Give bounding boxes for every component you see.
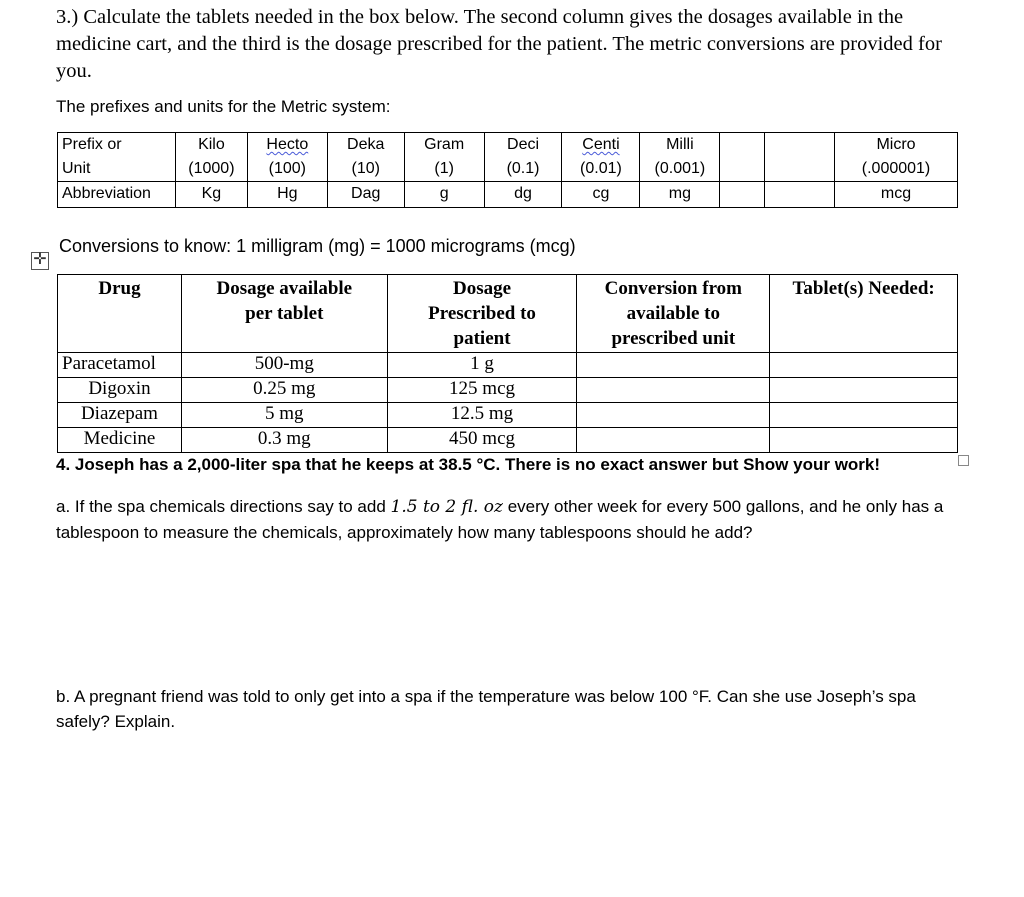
- dosage-prescribed-cell: 450 mcg: [387, 428, 577, 453]
- metric-cell-deci: Deci (0.1): [484, 133, 562, 182]
- dosage-prescribed-cell: 125 mcg: [387, 378, 577, 403]
- metric-abbr-milli: mg: [640, 182, 720, 208]
- metric-abbr-hecto: Hg: [247, 182, 327, 208]
- drug-table-header-row: [58, 275, 958, 353]
- metric-abbr-blank-2: [765, 182, 835, 208]
- prefix-heading: The prefixes and units for the Metric system:: [56, 97, 391, 116]
- table-row: [58, 428, 958, 453]
- conversion-note: Conversions to know: 1 milligram (mg) = 1000 micrograms (mcg): [59, 236, 576, 256]
- metric-row-header-prefix: Prefix or Unit: [58, 133, 176, 182]
- metric-abbr-blank-1: [720, 182, 765, 208]
- dosage-prescribed-cell: 1 g: [387, 353, 577, 378]
- metric-cell-micro: Micro (.000001): [835, 133, 958, 182]
- dosage-available-cell: 0.3 mg: [181, 428, 387, 453]
- header-tablets-needed: Tablet(s) Needed:: [770, 275, 958, 353]
- table-resize-square-icon[interactable]: [958, 455, 969, 466]
- metric-abbr-micro: mcg: [835, 182, 958, 208]
- table-row: [58, 378, 958, 403]
- drug-name-cell: Paracetamol: [58, 353, 182, 378]
- metric-cell-blank-2: [765, 133, 835, 182]
- question-4b: b. A pregnant friend was told to only get into a spa if the temperature was below 100 °F. Can she use Joseph’s spa safely? Explain.: [56, 687, 916, 731]
- question-3-intro: 3.) Calculate the tablets needed in the box below. The second column gives the dosages available in the medicine cart, and the third is the dosage prescribed for the patient. The metric conversions are provided for you.: [56, 6, 942, 82]
- dosage-available-cell: 500-mg: [181, 353, 387, 378]
- metric-abbr-centi: cg: [562, 182, 640, 208]
- dosage-available-cell: 0.25 mg: [181, 378, 387, 403]
- metric-cell-gram: Gram (1): [404, 133, 484, 182]
- tablets-answer-cell[interactable]: [770, 428, 958, 453]
- dosage-prescribed-cell: 12.5 mg: [387, 403, 577, 428]
- metric-cell-milli: Milli (0.001): [640, 133, 720, 182]
- metric-prefix-table: [57, 132, 958, 208]
- math-expression: 1.5 to 2 fl. oz: [390, 497, 503, 517]
- conversion-answer-cell[interactable]: [577, 353, 770, 378]
- metric-cell-centi: Centi (0.01): [562, 133, 640, 182]
- metric-abbr-deka: Dag: [327, 182, 404, 208]
- metric-cell-blank-1: [720, 133, 765, 182]
- drug-name-cell: Medicine: [58, 428, 182, 453]
- metric-abbr-kilo: Kg: [175, 182, 247, 208]
- conversion-answer-cell[interactable]: [577, 428, 770, 453]
- drug-name-cell: Diazepam: [58, 403, 182, 428]
- drug-name-cell: Digoxin: [58, 378, 182, 403]
- question-4-title: 4. Joseph has a 2,000-liter spa that he keeps at 38.5 °C. There is no exact answer but Show your work!: [56, 455, 881, 474]
- conversion-answer-cell[interactable]: [577, 378, 770, 403]
- metric-table-row-abbreviation: [58, 182, 958, 208]
- metric-cell-kilo: Kilo (1000): [175, 133, 247, 182]
- tablets-answer-cell[interactable]: [770, 403, 958, 428]
- header-conversion: Conversion from available to prescribed unit: [577, 275, 770, 353]
- dosage-available-cell: 5 mg: [181, 403, 387, 428]
- conversion-answer-cell[interactable]: [577, 403, 770, 428]
- metric-table-row-prefix: [58, 133, 958, 182]
- metric-row-header-abbreviation: Abbreviation: [58, 182, 176, 208]
- tablets-answer-cell[interactable]: [770, 378, 958, 403]
- metric-cell-hecto: Hecto (100): [247, 133, 327, 182]
- header-drug: Drug: [58, 275, 182, 353]
- header-dosage-available: Dosage available per tablet: [181, 275, 387, 353]
- metric-abbr-deci: dg: [484, 182, 562, 208]
- header-dosage-prescribed: Dosage Prescribed to patient: [387, 275, 577, 353]
- table-row: [58, 353, 958, 378]
- table-row: [58, 403, 958, 428]
- metric-abbr-gram: g: [404, 182, 484, 208]
- question-4a: a. If the spa chemicals directions say to add 1.5 to 2 fl. oz every other week for every 500 gallons, and he only has a tablespoon to measure the chemicals, approximately how many tablespoons should he add?: [56, 497, 944, 542]
- metric-cell-deka: Deka (10): [327, 133, 404, 182]
- tablets-answer-cell[interactable]: [770, 353, 958, 378]
- drug-dosage-table: [57, 274, 958, 453]
- table-move-cross-icon[interactable]: ✛: [31, 252, 49, 270]
